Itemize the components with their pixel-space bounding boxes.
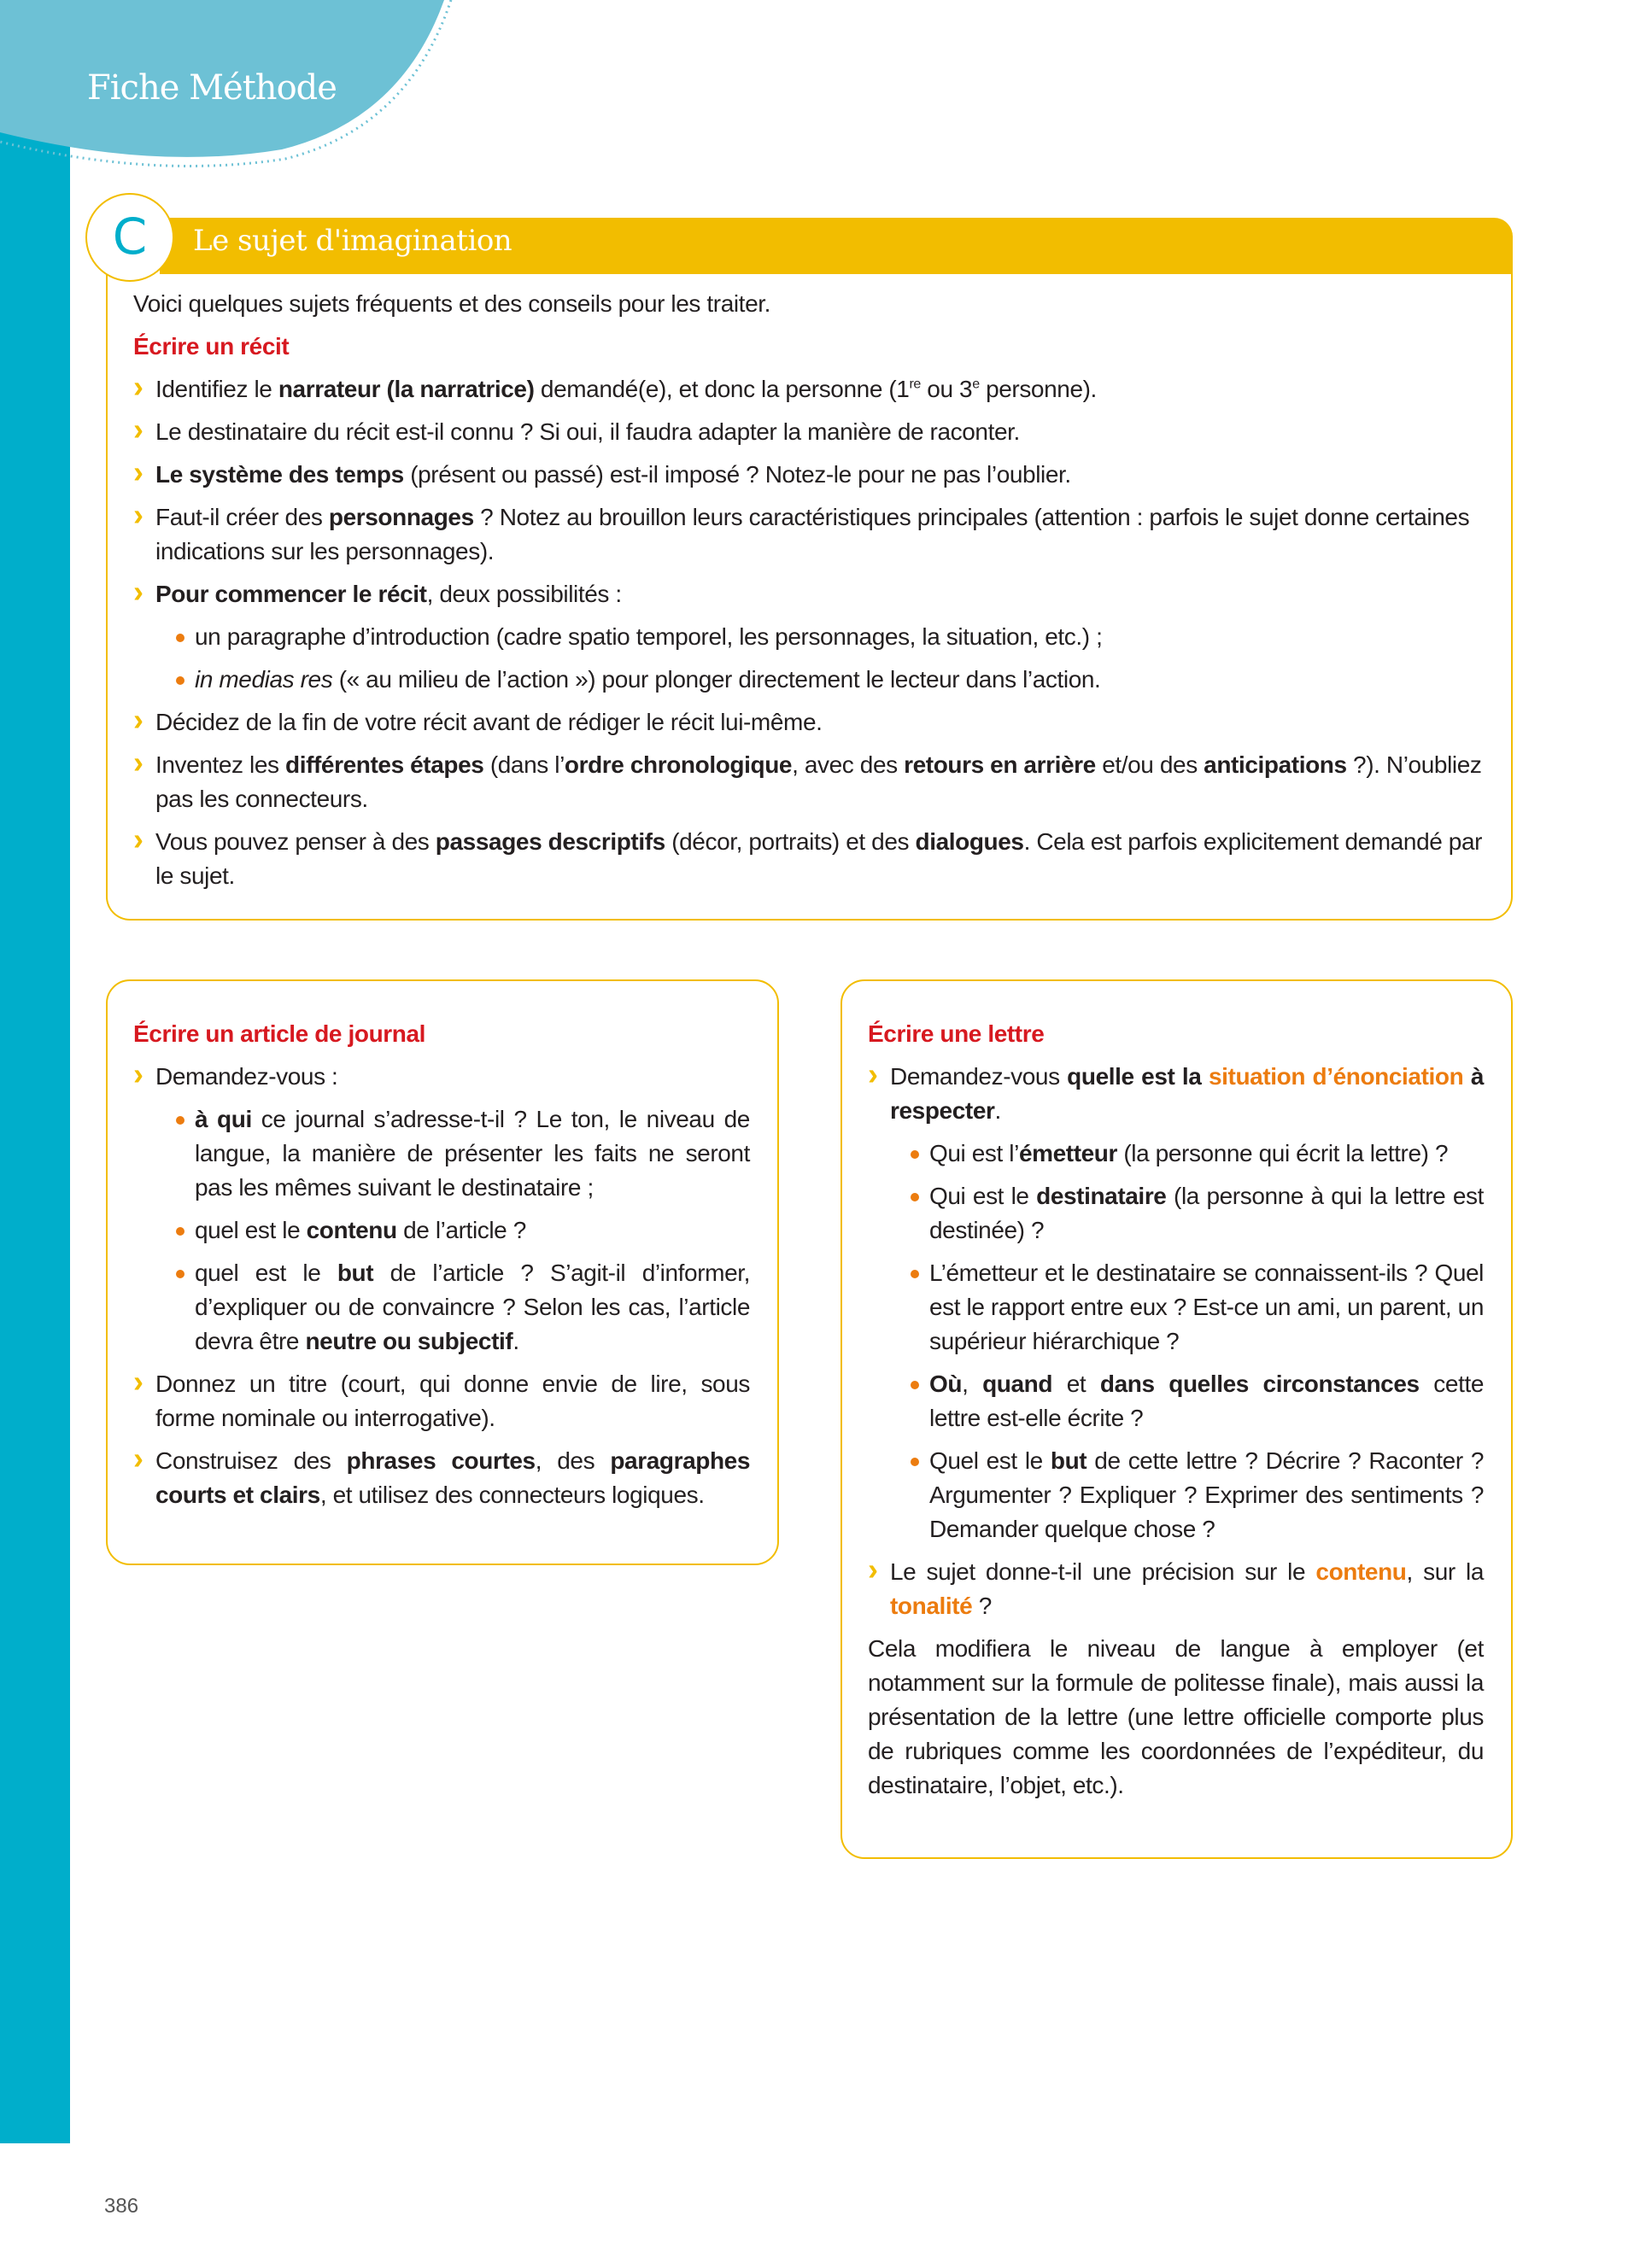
text-segment: tonalité (890, 1593, 973, 1619)
text-segment: , deux possibilités : (426, 581, 622, 607)
text-segment: ? (972, 1593, 992, 1619)
text-segment: dialogues (915, 828, 1024, 855)
text-segment: de l’article ? S’agit-il d’informer, d’expliquer ou de convaincre ? Selon les cas, l’article devra être (195, 1260, 751, 1354)
text-segment: e (972, 377, 980, 392)
heading (133, 1017, 750, 1051)
text-segment: . (994, 1097, 1001, 1124)
text-segment: Qui est le (929, 1183, 1037, 1209)
text-segment: destinataire (1036, 1183, 1167, 1209)
list-item (133, 748, 1484, 816)
list-item (133, 1367, 750, 1435)
text-segment: Identifiez le (155, 376, 278, 402)
text-segment: (présent ou passé) est-il imposé ? Notez-le pour ne pas l’oublier. (403, 461, 1071, 488)
box-article-journal (106, 979, 779, 1565)
list-item (133, 1060, 750, 1094)
text-segment: différentes étapes (285, 751, 484, 778)
sub-bullet-item (868, 1444, 1484, 1546)
text-segment: , avec des (792, 751, 905, 778)
text-segment: contenu (1315, 1558, 1407, 1585)
text-segment: de l’article ? (396, 1217, 526, 1243)
heading (133, 330, 1484, 364)
list-item (133, 372, 1484, 406)
sub-bullet-item (133, 1256, 750, 1359)
text-segment: personnages (328, 504, 474, 530)
text-segment: , et utilisez des connecteurs logiques. (319, 1482, 705, 1508)
text-segment: , des (535, 1447, 611, 1474)
text-segment: quel est le (195, 1260, 337, 1286)
list-item (133, 1444, 750, 1512)
text-segment: demandé(e), et donc la personne (1 (534, 376, 910, 402)
text-segment: anticipations (1204, 751, 1347, 778)
text-segment: Vous pouvez penser à des (155, 828, 436, 855)
list-item (868, 1555, 1484, 1623)
list-item (133, 577, 1484, 611)
text-segment: neutre ou subjectif (305, 1328, 513, 1354)
text-segment: Qui est l’ (929, 1140, 1019, 1166)
text-segment: (« au milieu de l’action ») pour plonger directement le lecteur dans l’action. (332, 666, 1101, 693)
sub-bullet-item (868, 1367, 1484, 1435)
text-segment: (décor, portraits) et des (665, 828, 916, 855)
text-segment: Pour commencer le récit (155, 581, 427, 607)
text-segment: cette lettre est-elle écrite ? (929, 1371, 1485, 1431)
text-segment: Cela modifiera le niveau de langue à employer (et notamment sur la formule de politesse finale), mais aussi la présentation de la lettre (une lettre officielle comporte plus de rubriques comme les coordonnées de l’expéditeur, du destinataire, l’objet, etc.). (868, 1635, 1484, 1798)
text-segment: Écrire un article de journal (133, 1020, 426, 1047)
sub-bullet-item (133, 1102, 750, 1205)
text-segment: ordre chronologique (564, 751, 793, 778)
list-item (133, 415, 1484, 449)
text-segment: (dans l’ (483, 751, 565, 778)
text-segment: personne). (979, 376, 1097, 402)
sub-bullet-item (868, 1179, 1484, 1248)
list-item (133, 500, 1484, 569)
text-segment: Demandez-vous (890, 1063, 1068, 1090)
text-segment: dans quelles circonstances (1099, 1371, 1420, 1397)
text-segment: in medias res (195, 666, 333, 693)
section-title: Le sujet d'imagination (193, 224, 512, 258)
text-segment: (la personne à qui la lettre est destinée) ? (929, 1183, 1484, 1243)
section-letter-badge: C (85, 193, 174, 282)
text-segment: phrases courtes (346, 1447, 536, 1474)
text-segment: quelle est la (1067, 1063, 1209, 1090)
text-segment: paragraphes courts et clairs (155, 1447, 750, 1508)
text-segment: passages descriptifs (435, 828, 665, 855)
text-segment: Demandez-vous : (155, 1063, 338, 1090)
list-item (868, 1060, 1484, 1128)
text-segment: Voici quelques sujets fréquents et des conseils pour les traiter. (133, 290, 770, 317)
text-segment: à respecter (890, 1063, 1484, 1124)
paragraph (868, 1632, 1484, 1803)
side-color-strip (0, 0, 70, 2143)
text-segment: , (962, 1371, 983, 1397)
text-segment: contenu (306, 1217, 397, 1243)
text-segment: but (337, 1260, 374, 1286)
text-segment: (la personne qui écrit la lettre) ? (1117, 1140, 1449, 1166)
section-box-recit (106, 256, 1513, 921)
text-segment: un paragraphe d’introduction (cadre spatio temporel, les personnages, la situation, etc.) ; (195, 623, 1103, 650)
page-number: 386 (104, 2195, 139, 2218)
text-segment: , sur la (1406, 1558, 1485, 1585)
sub-bullet-item (133, 1213, 750, 1248)
list-item (133, 458, 1484, 492)
text-segment: re (909, 377, 921, 392)
text-segment: Où (929, 1371, 963, 1397)
text-segment: Inventez les (155, 751, 285, 778)
text-segment: Quel est le (929, 1447, 1051, 1474)
text-segment: Écrire un récit (133, 333, 290, 359)
sub-bullet-item (133, 620, 1484, 654)
sub-bullet-item (868, 1256, 1484, 1359)
text-segment: quel est le (195, 1217, 307, 1243)
text-segment: . (512, 1328, 519, 1354)
text-segment: ?). N’oubliez pas les connecteurs. (155, 751, 1482, 812)
text-segment: Faut-il créer des (155, 504, 329, 530)
paragraph (133, 287, 1484, 321)
text-segment: Le sujet donne-t-il une précision sur le (890, 1558, 1316, 1585)
text-segment: émetteur (1018, 1140, 1117, 1166)
text-segment: ? Notez au brouillon leurs caractéristiques principales (attention : parfois le sujet donne certaines indications sur les personnages). (155, 504, 1470, 564)
text-segment: . Cela est parfois explicitement demandé par le sujet. (155, 828, 1483, 889)
box-lettre (840, 979, 1513, 1859)
heading (868, 1017, 1484, 1051)
text-segment: à qui (195, 1106, 252, 1132)
text-segment: Le système des temps (155, 461, 404, 488)
text-segment: retours en arrière (904, 751, 1096, 778)
list-item (133, 825, 1484, 893)
sub-bullet-item (133, 663, 1484, 697)
text-segment: Construisez des (155, 1447, 347, 1474)
text-segment: de cette lettre ? Décrire ? Raconter ? Argumenter ? Expliquer ? Exprimer des sentiments ? Demander quelque chose ? (929, 1447, 1485, 1542)
text-segment: ou 3 (920, 376, 973, 402)
text-segment: Décidez de la fin de votre récit avant de rédiger le récit lui-même. (155, 709, 823, 735)
page-category-label: Fiche Méthode (87, 68, 337, 108)
text-segment: Le destinataire du récit est-il connu ? Si oui, il faudra adapter la manière de raconter. (155, 418, 1020, 445)
list-item (133, 705, 1484, 739)
text-segment: narrateur (la narratrice) (278, 376, 535, 402)
text-segment: Donnez un titre (court, qui donne envie de lire, sous forme nominale ou interrogative). (155, 1371, 750, 1431)
sub-bullet-item (868, 1137, 1484, 1171)
text-segment: but (1050, 1447, 1087, 1474)
text-segment: Écrire une lettre (868, 1020, 1045, 1047)
text-segment: et/ou des (1095, 751, 1204, 778)
text-segment: quand (982, 1371, 1053, 1397)
text-segment: situation d’énonciation (1208, 1063, 1464, 1090)
text-segment: ce journal s’adresse-t-il ? Le ton, le niveau de langue, la manière de présenter les faits ne seront pas les mêmes suivant le destinataire ; (195, 1106, 750, 1201)
text-segment: L’émetteur et le destinataire se connaissent-ils ? Quel est le rapport entre eux ? Est-ce un ami, un parent, un supérieur hiérarchique ? (929, 1260, 1484, 1354)
text-segment: et (1052, 1371, 1100, 1397)
